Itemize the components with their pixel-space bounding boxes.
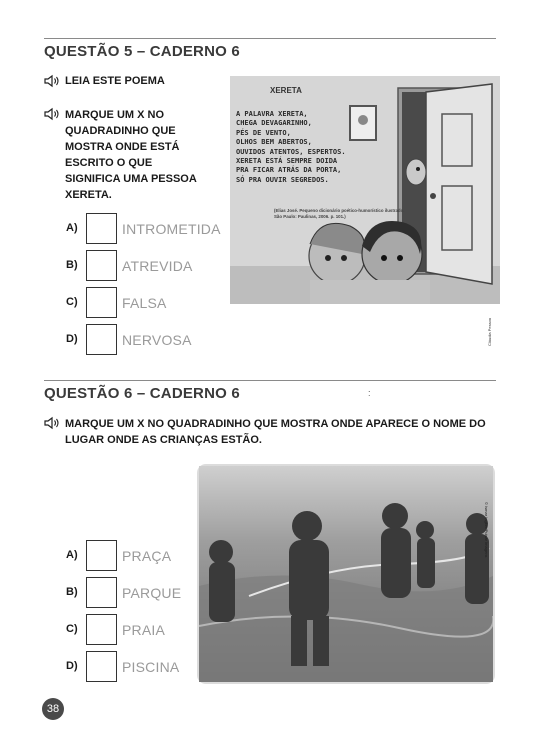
q5-instruction-mark-text: MARQUE UM X NO QUADRADINHO QUE MOSTRA ONDE ESTÁ ESCRITO O QUE SIGNIFICA UMA PESSOA XERETA. [65, 109, 197, 201]
illustration-credit: Cláudia Pessoa [487, 317, 492, 346]
option-letter: A) [66, 549, 78, 561]
answer-checkbox[interactable] [86, 540, 117, 571]
option-text: PARQUE [122, 585, 182, 601]
option-letter: D) [66, 333, 78, 345]
question-5-title: QUESTÃO 5 – CADERNO 6 [44, 43, 240, 60]
option-letter: C) [66, 623, 78, 635]
answer-checkbox[interactable] [86, 651, 117, 682]
option-text: NERVOSA [122, 332, 192, 348]
photo-credit: © Ismar Ingber/Pulsar Imagens [484, 502, 489, 558]
option-text: INTROMETIDA [122, 221, 221, 237]
answer-checkbox[interactable] [86, 577, 117, 608]
answer-checkbox[interactable] [86, 614, 117, 645]
option-letter: D) [66, 660, 78, 672]
top-rule [44, 38, 496, 39]
q5-instruction-read-text: LEIA ESTE POEMA [65, 75, 165, 87]
poem-title: XERETA [270, 86, 302, 95]
answer-checkbox[interactable] [86, 213, 117, 244]
option-letter: C) [66, 296, 78, 308]
speaker-icon[interactable] [44, 416, 60, 430]
q6-instruction-text: MARQUE UM X NO QUADRADINHO QUE MOSTRA ONDE APARECE O NOME DO LUGAR ONDE AS CRIANÇAS ESTÃO. [65, 418, 486, 446]
poem-source: (Elias José. Pequeno dicionário poético-humorístico ilustrado. São Paulo: Paulinas, 2006. p. 101.) [274, 208, 405, 219]
poem-text: A PALAVRA XERETA, CHEGA DEVAGARINHO, PÉS DE VENTO, OLHOS BEM ABERTOS, OUVIDOS ATENTOS, ESPERTOS. XERETA ESTÁ SEMPRE DOIDA PRA FICAR ATRÁS DA PORTA, SÓ PRA OUVIR SEGREDOS. [236, 110, 346, 184]
q5-instruction-read [44, 74, 224, 88]
children-beach-drawing [199, 466, 493, 682]
option-letter: A) [66, 222, 78, 234]
question-6-title: QUESTÃO 6 – CADERNO 6 [44, 385, 240, 402]
option-letter: B) [66, 259, 78, 271]
speaker-icon[interactable] [44, 107, 60, 121]
q6-instruction [44, 416, 504, 448]
page-number: 38 [42, 698, 64, 720]
option-letter: B) [66, 586, 78, 598]
stray-mark: : [368, 388, 371, 398]
option-text: PRAIA [122, 622, 166, 638]
poem-illustration [230, 76, 500, 346]
answer-checkbox[interactable] [86, 324, 117, 355]
option-text: ATREVIDA [122, 258, 193, 274]
option-text: PRAÇA [122, 548, 172, 564]
speaker-icon[interactable] [44, 74, 60, 88]
option-text: PISCINA [122, 659, 180, 675]
answer-checkbox[interactable] [86, 287, 117, 318]
q5-instruction-mark [44, 107, 224, 201]
option-text: FALSA [122, 295, 167, 311]
answer-checkbox[interactable] [86, 250, 117, 281]
beach-photo [197, 464, 495, 684]
section-rule [44, 380, 496, 381]
